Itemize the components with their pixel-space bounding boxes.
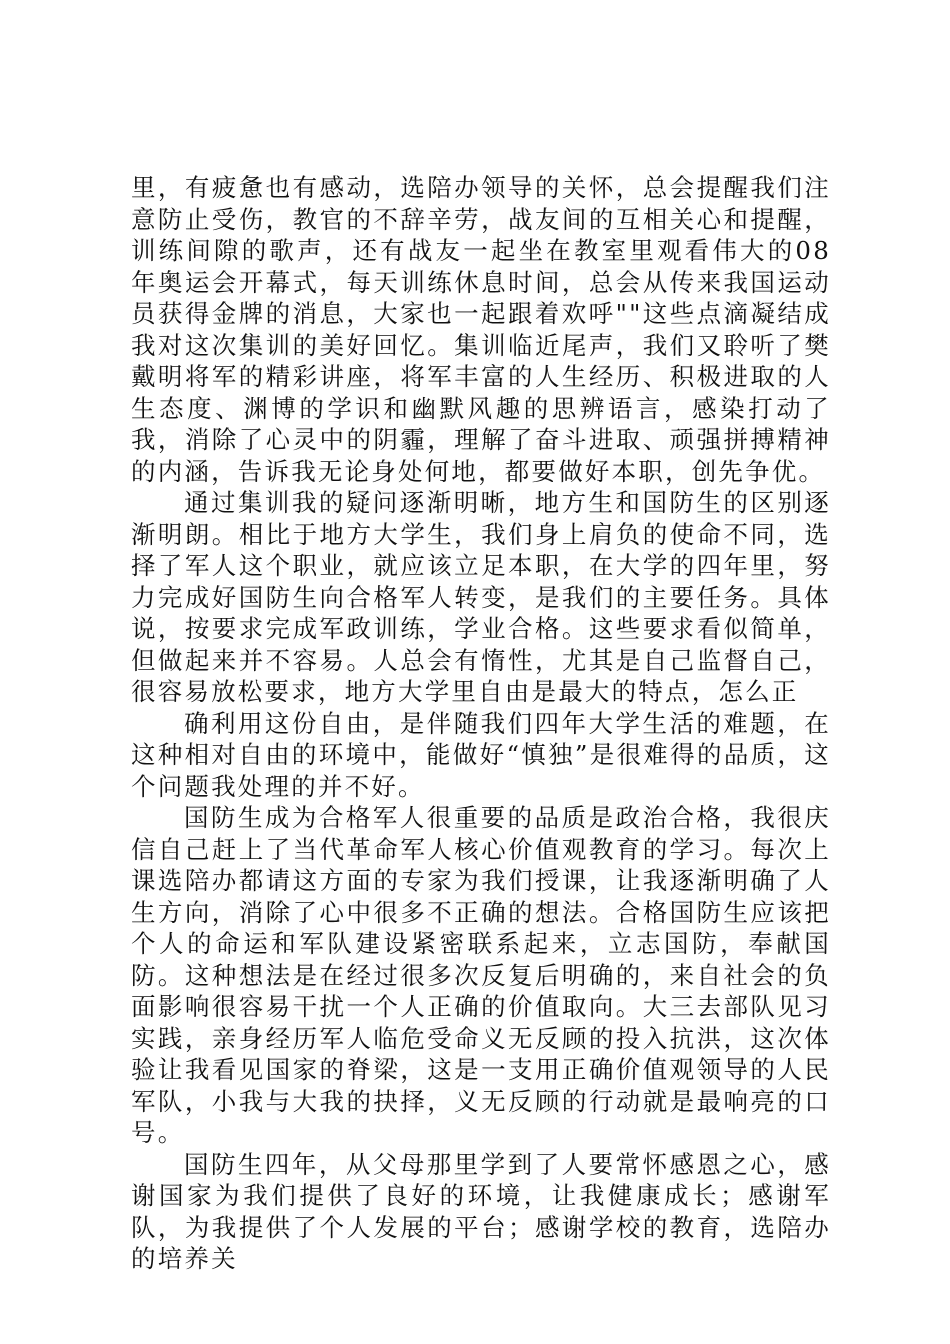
paragraph-2: 通过集训我的疑问逐渐明晰，地方生和国防生的区别逐渐明朗。相比于地方大学生，我们身上肩负的使命不同，选择了军人这个职业，就应该立足本职，在大学的四年里，努力完成好国防生向合格军人转变，是我们的主要任务。具体说，按要求完成军政训练，学业合格。这些要求看似简单，但做起来并不容易。人总会有惰性，尤其是自己监督自己，很容易放松要求，地方大学里自由是最大的特点，怎么正 — [131, 488, 831, 706]
paragraph-1: 里，有疲惫也有感动，选陪办领导的关怀，总会提醒我们注意防止受伤，教官的不辞辛劳，战友间的互相关心和提醒，训练间隙的歌声，还有战友一起坐在教室里观看伟大的08年奥运会开幕式，每天训练休息时间，总会从传来我国运动员获得金牌的消息，大家也一起跟着欢呼""这些点滴凝结成我对这次集训的美好回忆。集训临近尾声，我们又聆听了樊戴明将军的精彩讲座，将军丰富的人生经历、积极进取的人生态度、渊博的学识和幽默风趣的思辨语言，感染打动了我，消除了心灵中的阴霾，理解了奋斗进取、顽强拼搏精神的内涵，告诉我无论身处何地，都要做好本职，创先争优。 — [131, 173, 831, 486]
paragraph-5: 国防生四年，从父母那里学到了人要常怀感恩之心，感谢国家为我们提供了良好的环境，让我健康成长；感谢军队，为我提供了个人发展的平台；感谢学校的教育，选陪办的培养关 — [131, 1149, 831, 1273]
paragraph-3: 确利用这份自由，是伴随我们四年大学生活的难题，在这种相对自由的环境中，能做好“慎独”是很难得的品质，这个问题我处理的并不好。 — [131, 708, 831, 801]
document-body — [131, 172, 831, 1275]
paragraph-4: 国防生成为合格军人很重要的品质是政治合格，我很庆信自己赶上了当代革命军人核心价值观教育的学习。每次上课选陪办都请这方面的专家为我们授课，让我逐渐明确了人生方向，消除了心中很多不正确的想法。合格国防生应该把个人的命运和军队建设紧密联系起来，立志国防，奉献国防。这种想法是在经过很多次反复后明确的，来自社会的负面影响很容易干扰一个人正确的价值取向。大三去部队见习实践，亲身经历军人临危受命义无反顾的投入抗洪，这次体验让我看见国家的脊梁，这是一支用正确价值观领导的人民军队，小我与大我的抉择，义无反顾的行动就是最响亮的口号。 — [131, 803, 831, 1147]
